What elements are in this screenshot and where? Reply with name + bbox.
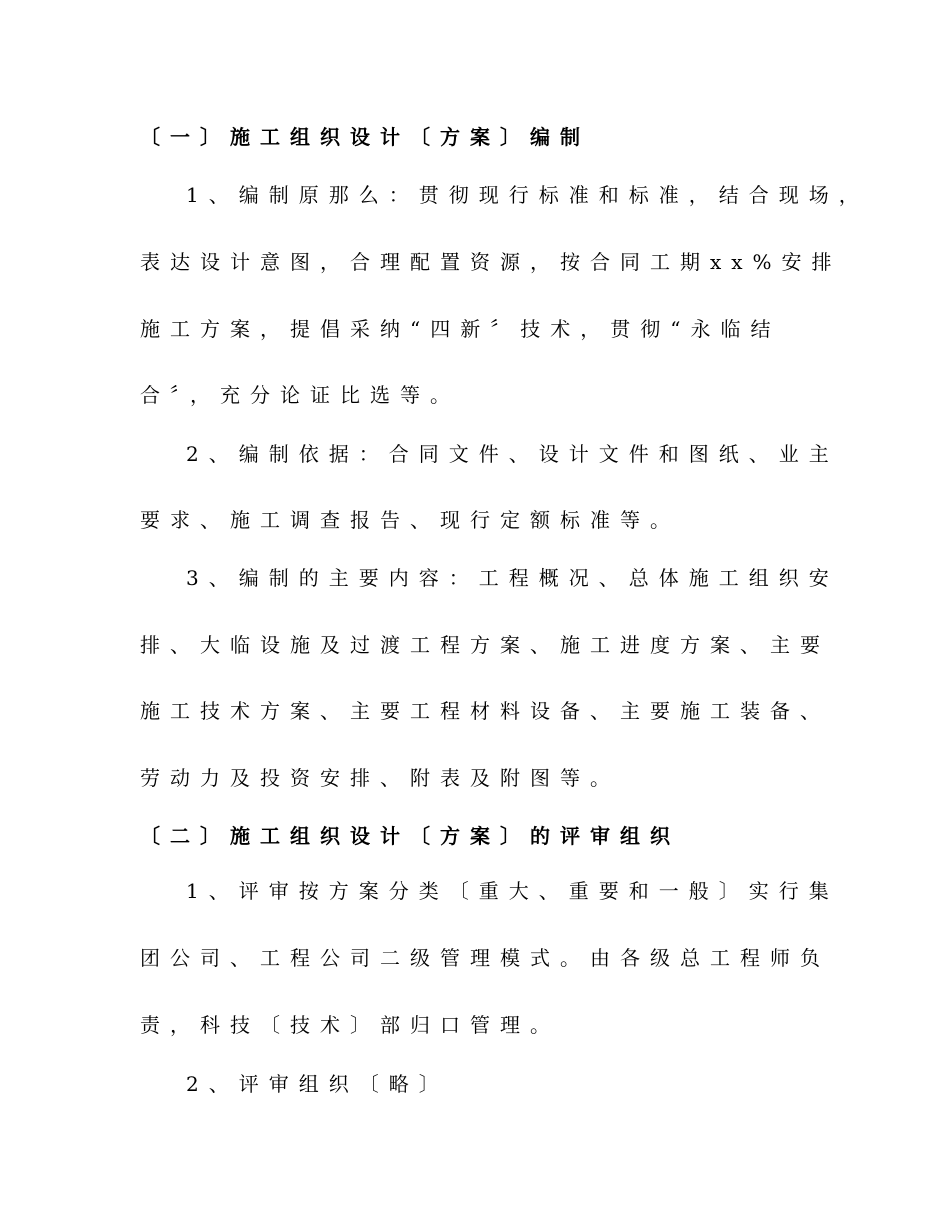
section-2-paragraph-2-line-1: 2、评审组织〔略〕 [186,1072,449,1096]
section-1-paragraph-1-line-2: 表达设计意图，合理配置资源，按合同工期xx%安排 [140,250,842,274]
section-2-heading: 〔二〕施工组织设计〔方案〕的评审组织 [140,824,680,848]
section-1-heading: 〔一〕施工组织设计〔方案〕编制 [140,125,590,149]
section-1-paragraph-1-line-1: 1、编制原那么：贯彻现行标准和标准，结合现场， [186,183,869,207]
section-1-paragraph-1-line-4: 合〞，充分论证比选等。 [140,383,460,407]
section-1-paragraph-1-line-3: 施工方案，提倡采纳“四新〞技术，贯彻“永临结 [140,317,781,341]
section-1-paragraph-2-line-1: 2、编制依据：合同文件、设计文件和图纸、业主 [186,442,839,466]
section-2-paragraph-1-line-1: 1、评审按方案分类〔重大、重要和一般〕实行集 [186,879,839,903]
section-1-paragraph-3-line-2: 排、大临设施及过渡工程方案、施工进度方案、主要 [140,633,830,657]
section-2-paragraph-1-line-3: 责，科技〔技术〕部归口管理。 [140,1013,560,1037]
section-1-paragraph-3-line-3: 施工技术方案、主要工程材料设备、主要施工装备、 [140,699,830,723]
section-1-paragraph-3-line-4: 劳动力及投资安排、附表及附图等。 [140,766,620,790]
section-1-paragraph-2-line-2: 要求、施工调查报告、现行定额标准等。 [140,508,680,532]
section-2-paragraph-1-line-2: 团公司、工程公司二级管理模式。由各级总工程师负 [140,946,830,970]
section-1-paragraph-3-line-1: 3、编制的主要内容：工程概况、总体施工组织安 [186,566,839,590]
